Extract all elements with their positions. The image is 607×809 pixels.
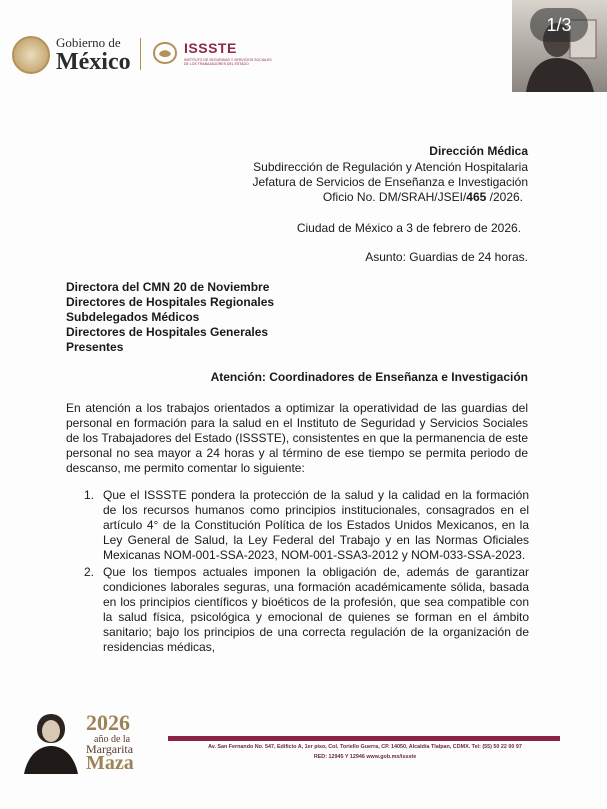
footer-sub1: año de la: [94, 734, 131, 745]
issste-logo: [150, 40, 272, 67]
oficio-prefix: Oficio No. DM/SRAH/JSEI/: [322, 190, 467, 204]
recipient-line: Subdelegados Médicos: [66, 310, 200, 324]
issste-subtitle: INSTITUTO DE SEGURIDAD Y SERVICIOS SOCIALES DE LOS TRABAJADORES DEL ESTADO: [184, 58, 272, 67]
national-seal-icon: [12, 36, 50, 74]
subject-line: Asunto: Guardias de 24 horas.: [365, 250, 528, 264]
list-item-number: 1.: [84, 488, 95, 502]
gob-line2: México: [56, 49, 131, 75]
list-item-text: Que el ISSSTE pondera la protección de la salud y la calidad en la formación de los recursos humanos como principios institucionales, consagrados en el artículo 4° de la Constitución Política de los Estados Unidos Mexicanos, en la Ley General de Salud, la Ley Federal del Trabajo y en las Normas Oficiales Mexicanas NOM-001-SSA-2023, NOM-001-SSA3-2012 y NOM-033-SSA-2023.: [103, 488, 529, 563]
recipient-line: Directores de Hospitales Regionales: [66, 295, 275, 309]
footer-rule: [168, 736, 560, 741]
logo-separator: [140, 38, 141, 70]
recipient-line: Directores de Hospitales Generales: [66, 325, 269, 339]
footer-tel-web: RED: 12945 Y 12946 www.gob.mx/issste: [313, 754, 417, 760]
margarita-maza-portrait-icon: [20, 708, 82, 774]
recipient-line: Directora del CMN 20 de Noviembre: [66, 280, 270, 294]
oficio-line: [323, 190, 523, 205]
list-item-number: 2.: [84, 565, 95, 579]
attention-line: Atención: Coordinadores de Enseñanza e Investigación: [210, 370, 528, 384]
oficio-number: 465: [466, 190, 487, 204]
intro-paragraph: En atención a los trabajos orientados a optimizar la operatividad de las guardias del personal en formación para la salud en el Instituto de Seguridad y Servicios Sociales de los Trabajadores del Estado (ISSSTE), consistentes en que la permanencia de este personal no sea mayor a 24 horas y al término de ese tiempo se permita periodo de descanso, me permito comentar lo siguiente:: [66, 401, 528, 476]
recipient-line: Presentes: [66, 340, 124, 354]
footer-sub2: Margarita: [86, 742, 134, 756]
page-counter-badge: 1/3: [530, 8, 588, 42]
sender-line1: Dirección Médica: [429, 144, 528, 158]
footer-address: Av. San Fernando No. 547, Edificio A, 1er piso, Col. Toriello Guerra, CP. 14050, Alcaldía Tlalpan, CDMX. Tel: (55) 50 22 00 97: [208, 744, 522, 750]
footer-year: 2026: [86, 710, 130, 735]
issste-emblem-icon: [150, 40, 180, 66]
list-item-text: Que los tiempos actuales imponen la obligación de, además de garantizar condiciones laborales seguras, una formación académicamente sólida, basada en los principios científicos y bioéticos de la profesión, que sea compatible con la salud física, psicológica y emocional de quienes se forman en el ámbito sanitario; bajo los principios de una correcta regulación de la organización de residencias médicas,: [103, 565, 529, 655]
gobierno-de-mexico-logo: [12, 36, 131, 74]
gob-line1: Gobierno de: [56, 35, 121, 50]
date-line: Ciudad de México a 3 de febrero de 2026.: [296, 221, 521, 235]
oficio-suffix: /2026.: [486, 190, 523, 204]
sender-line3: Jefatura de Servicios de Enseñanza e Investigación: [252, 175, 528, 189]
sender-line2: Subdirección de Regulación y Atención Hospitalaria: [253, 160, 528, 174]
footer-sub3: Maza: [86, 752, 134, 774]
issste-name: ISSSTE: [184, 40, 237, 56]
